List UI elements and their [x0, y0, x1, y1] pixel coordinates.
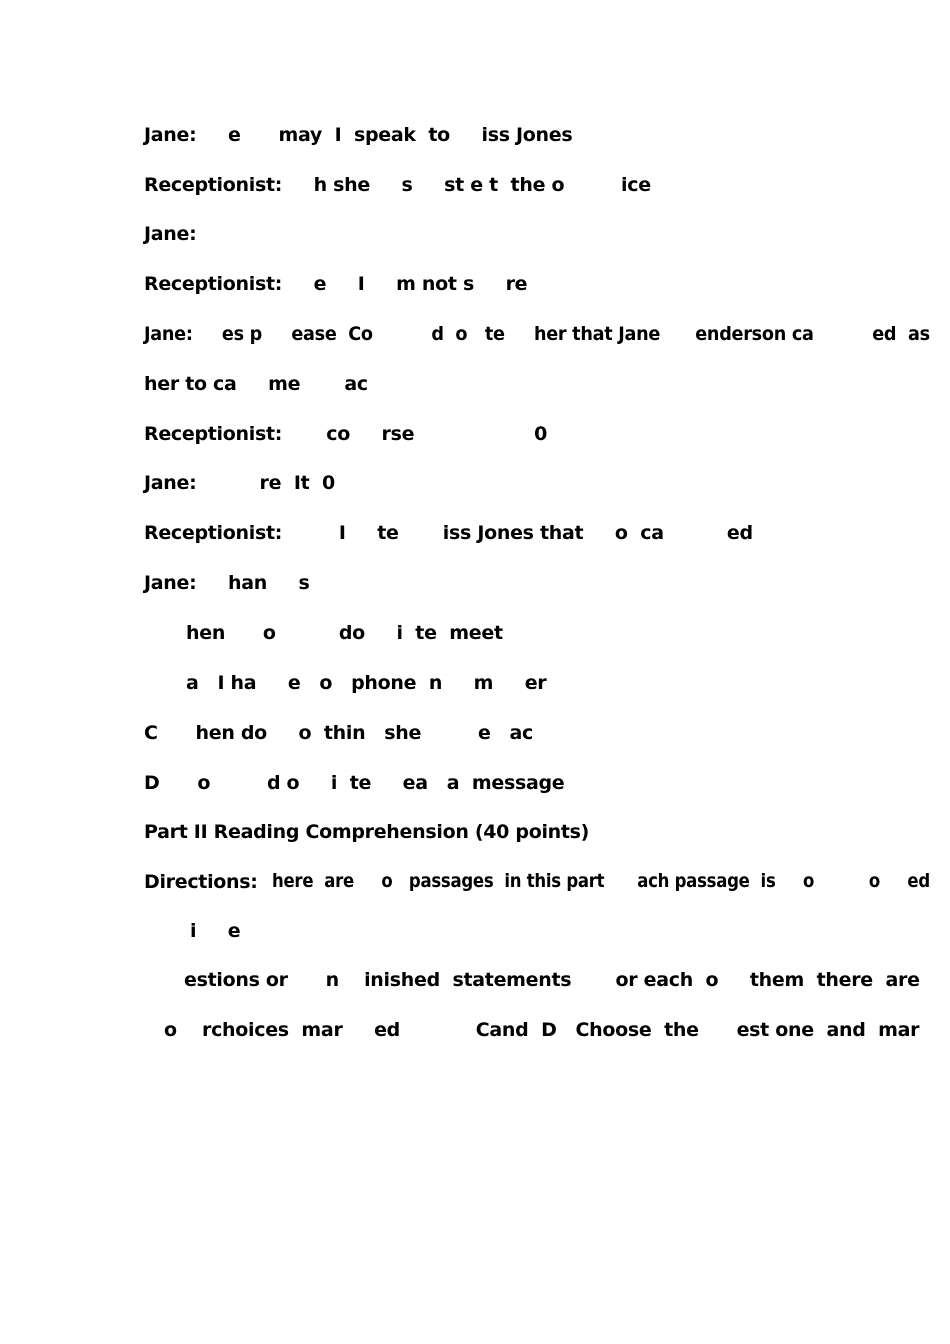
- dialogue-line-5-continued: her to ca me ac: [144, 373, 368, 395]
- option-a: hen o do i te meet: [186, 622, 503, 644]
- directions-text-3: estions or n inished statements or each o them there are: [184, 969, 920, 991]
- option-d: D o d o i te ea a message: [144, 772, 565, 794]
- option-b: a I ha e o phone n m er: [186, 672, 547, 694]
- directions-text-2: i e: [190, 920, 241, 942]
- dialogue-line-7: Jane: re It 0: [144, 472, 335, 494]
- dialogue-line-1: Jane: e may I speak to iss Jones: [144, 124, 573, 146]
- dialogue-line-2: Receptionist: h she s st e t the o ice: [144, 174, 651, 196]
- directions-label: Directions:: [144, 871, 258, 893]
- dialogue-line-5: Jane: es p ease Co d o te her that Jane enderson ca ed as: [144, 323, 930, 345]
- section-heading: Part II Reading Comprehension (40 points): [144, 821, 590, 843]
- dialogue-line-3: Jane:: [144, 223, 197, 245]
- directions-text-1: here are o passages in this part ach passage is o o ed: [272, 870, 930, 892]
- dialogue-line-4: Receptionist: e I m not s re: [144, 273, 528, 295]
- directions-text-4: o rchoices mar ed Cand D Choose the est one and mar: [164, 1019, 920, 1041]
- option-c: C hen do o thin she e ac: [144, 722, 533, 744]
- dialogue-line-9: Jane: han s: [144, 572, 310, 594]
- dialogue-line-8: Receptionist: I te iss Jones that o ca ed: [144, 522, 753, 544]
- dialogue-line-6: Receptionist: co rse 0: [144, 423, 548, 445]
